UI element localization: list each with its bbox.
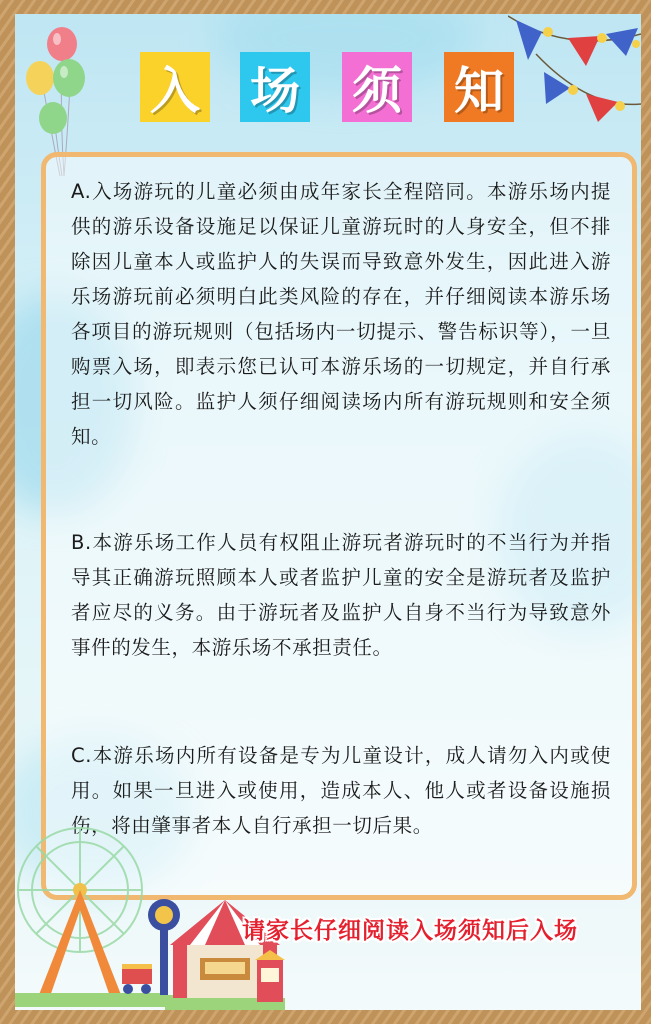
title-char-2: 场 (240, 52, 310, 122)
rule-c: C.本游乐场内所有设备是专为儿童设计，成人请勿入内或使用。如果一旦进入或使用，造成本人、他人或者设备设施损伤，将由肇事者本人自行承担一切后果。 (71, 744, 611, 837)
footer-notice: 请家长仔细阅读入场须知后入场 (242, 918, 578, 944)
page-title (0, 52, 626, 124)
cart-icon (118, 958, 158, 998)
title-char-4: 知 (444, 52, 514, 122)
title-char-1: 入 (140, 52, 210, 122)
rule-b: B.本游乐场工作人员有权阻止游玩者游玩时的不当行为并指导其正确游玩照顾本人或者监护儿童的安全是游玩者及监护者应尽的义务。由于游玩者及监护人自身不当行为导致意外事件的发生，本游乐场不承担责任。 (71, 531, 611, 659)
ticket-booth-icon (255, 950, 285, 1010)
title-char-3: 须 (342, 52, 412, 122)
rule-a: A.入场游玩的儿童必须由成年家长全程陪同。本游乐场内提供的游乐设备设施足以保证儿童游玩时的人身安全，但不排除因儿童本人或监护人的失误而导致意外发生，因此进入游乐场游玩前必须明白此类风险的存在，并仔细阅读本游乐场各项目的游玩规则（包括场内一切提示、警告标识等），一旦购票入场，即表示您已认可本游乐场的一切规定，并自行承担一切风险。监护人须仔细阅读场内所有游玩规则和安全须知。 (71, 180, 611, 448)
